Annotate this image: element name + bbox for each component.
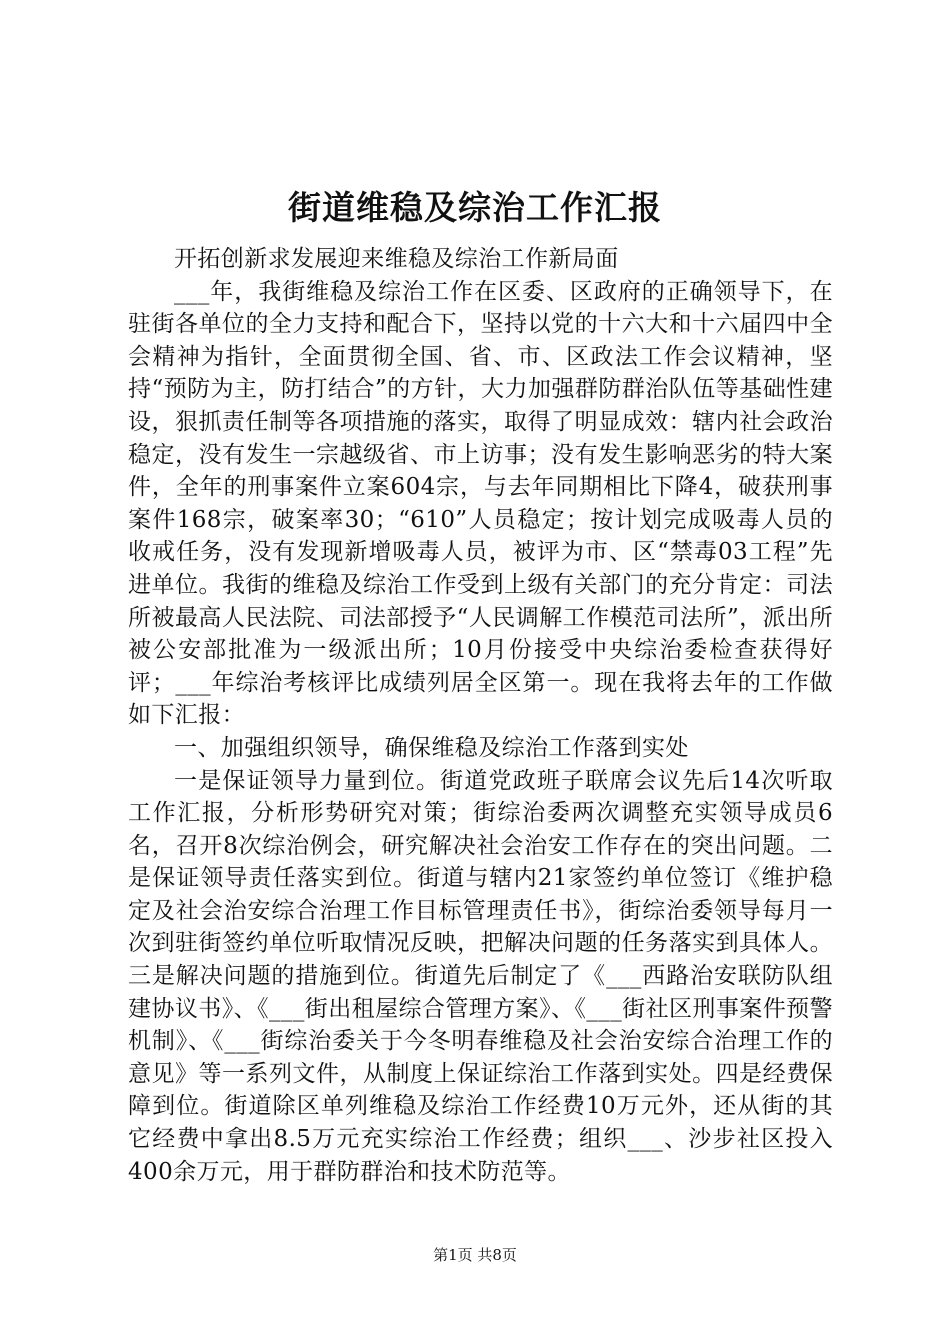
section-heading: 一、加强组织领导，确保维稳及综治工作落到实处: [174, 734, 689, 761]
document-title: 街道维稳及综治工作汇报: [288, 188, 662, 227]
page-number-footer: 第1页 共8页: [433, 1246, 517, 1264]
body-paragraph: 一是保证领导力量到位。街道党政班子联席会议先后14次听取工作汇报，分析形势研究对策；街综治委两次调整充实领导成员6名，召开8次综治例会，研究解决社会治安工作存在的突出问题。二是保证领导责任落实到位。街道与辖内21家签约单位签订《维护稳定及社会治安综合治理工作目标管理责任书》，街综治委领导每月一次到驻街签约单位听取情况反映，把解决问题的任务落实到具体人。三是解决问题的措施到位。街道先后制定了《___西路治安联防队组建协议书》、《___街出租屋综合管理方案》、《___街社区刑事案件预警机制》、《___街综治委关于今冬明春维稳及社会治安综合治理工作的意见》等一系列文件，从制度上保证综治工作落到实处。四是经费保障到位。街道除区单列维稳及综治工作经费10万元外，还从街的其它经费中拿出8.5万元充实综治工作经费；组织___、沙步社区投入400余万元，用于群防群治和技术防范等。: [128, 767, 833, 1185]
subtitle-paragraph: 开拓创新求发展迎来维稳及综治工作新局面: [174, 246, 619, 272]
document-body: [128, 243, 833, 1188]
intro-paragraph: ___年，我街维稳及综治工作在区委、区政府的正确领导下，在驻街各单位的全力支持和配合下，坚持以党的十六大和十六届四中全会精神为指针，全面贯彻全国、省、市、区政法工作会议精神，坚持“预防为主，防打结合”的方针，大力加强群防群治队伍等基础性建设，狠抓责任制等各项措施的落实，取得了明显成效：辖内社会政治稳定，没有发生一宗越级省、市上访事；没有发生影响恶劣的特大案件，全年的刑事案件立案604宗，与去年同期相比下降4，破获刑事案件168宗，破案率30；“610”人员稳定；按计划完成吸毒人员的收戒任务，没有发现新增吸毒人员，被评为市、区“禁毒03工程”先进单位。我街的维稳及综治工作受到上级有关部门的充分肯定：司法所被最高人民法院、司法部授予“人民调解工作模范司法所”，派出所被公安部批准为一级派出所；10月份接受中央综治委检查获得好评；___年综治考核评比成绩列居全区第一。现在我将去年的工作做如下汇报：: [128, 278, 833, 729]
